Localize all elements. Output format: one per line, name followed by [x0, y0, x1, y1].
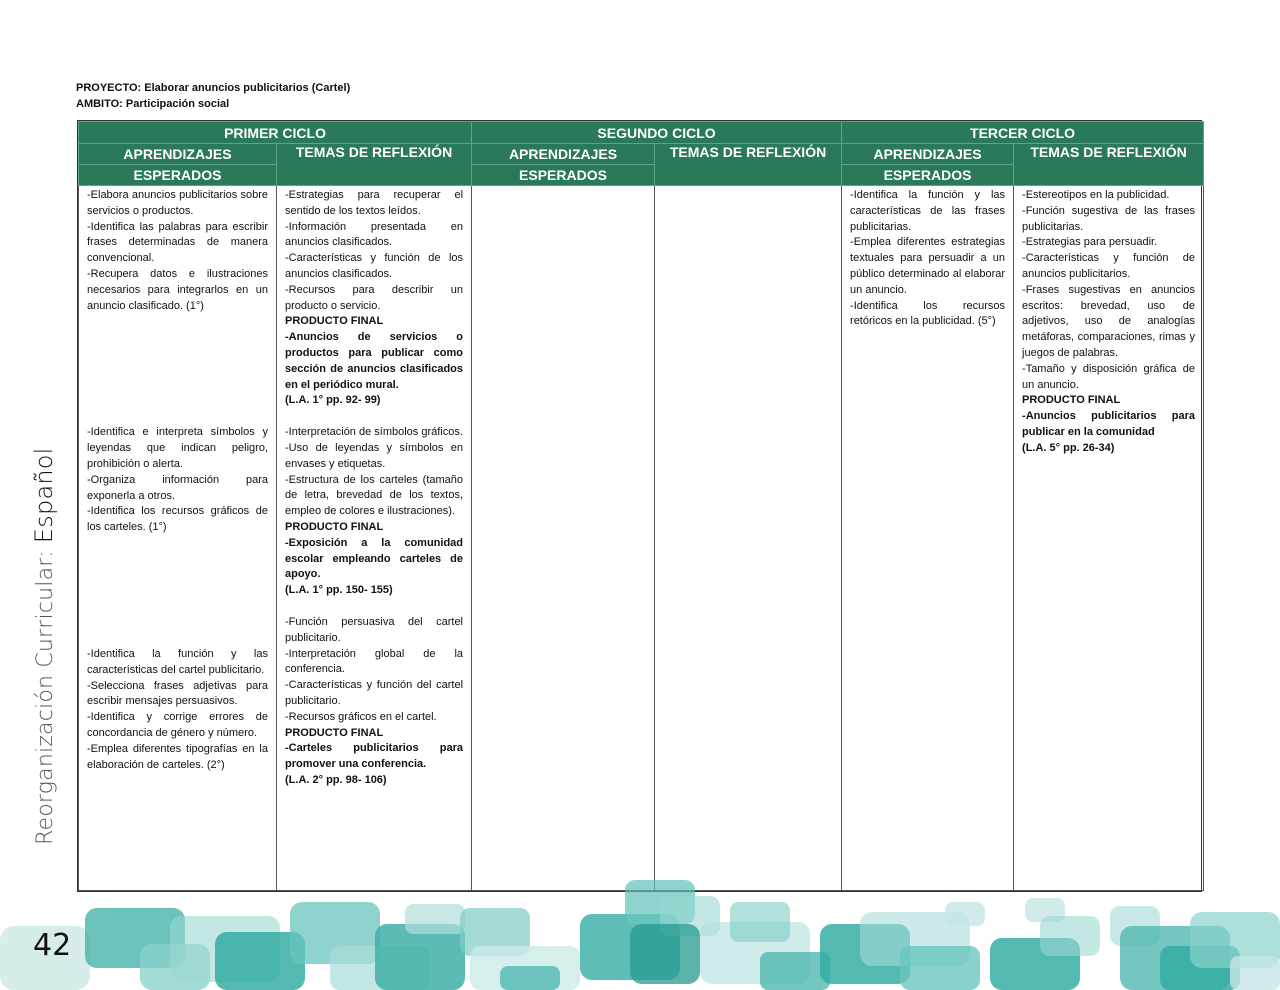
header-primer-ciclo: PRIMER CICLO [79, 122, 472, 144]
project-line: PROYECTO: Elaborar anuncios publicitarios (Cartel) [76, 82, 351, 94]
list-item: -Interpretación de símbolos gráficos. [285, 426, 463, 439]
list-item: -Recursos gráficos en el cartel. [285, 710, 437, 723]
list-item: -Emplea diferentes tipografías en la elaboración de carteles. (2°) [87, 742, 268, 771]
header-temas-2: TEMAS DE REFLEXIÓN [655, 144, 842, 186]
header-tercer-ciclo: TERCER CICLO [842, 122, 1204, 144]
producto-final-label: PRODUCTO FINAL [285, 520, 384, 533]
aprendizajes-group-2 [87, 425, 268, 536]
segundo-temas-cell [655, 186, 842, 891]
header-aprendizajes-1: APRENDIZAJES [79, 144, 277, 165]
header-aprendizajes-2: APRENDIZAJES [472, 144, 655, 165]
list-item: -Características y función de los anuncios clasificados. [285, 252, 464, 280]
header-esperados-1: ESPERADOS [79, 165, 277, 186]
producto-final-text: -Anuncios de servicios o productos para publicar como sección de anuncios clasificados en el periódico mural. [285, 331, 464, 391]
header-esperados-3: ESPERADOS [842, 165, 1014, 186]
primer-temas-cell [277, 186, 472, 891]
header-esperados-2: ESPERADOS [472, 165, 655, 186]
list-item: -Identifica los recursos retóricos en la publicidad. (5°) [850, 299, 1006, 328]
producto-final-label: PRODUCTO FINAL [285, 315, 384, 328]
libro-reference: (L.A. 5° pp. 26-34) [1022, 441, 1115, 454]
list-item: -Estereotipos en la publicidad. [1022, 189, 1170, 201]
temas-group-1 [285, 188, 463, 409]
aprendizajes-group-1 [87, 188, 268, 314]
list-item: -Interpretación global de la conferencia. [285, 647, 464, 676]
list-item: -Elabora anuncios publicitarios sobre servicios o productos. [87, 189, 268, 217]
header-aprendizajes-3: APRENDIZAJES [842, 144, 1014, 165]
list-item: -Tamaño y disposición gráfica de un anuncio. [1022, 362, 1196, 391]
page-number: 42 [33, 928, 72, 963]
libro-reference: (L.A. 1° pp. 92- 99) [285, 394, 381, 407]
list-item: -Características y función de anuncios publicitarios. [1022, 252, 1196, 280]
segundo-aprendizajes-cell [472, 186, 655, 891]
producto-final-text: -Carteles publicitarios para promover una conferencia. [285, 742, 464, 771]
list-item: -Función sugestiva de las frases publicitarias. [1022, 204, 1196, 233]
list-item: -Información presentada en anuncios clasificados. [285, 220, 464, 249]
side-title [28, 447, 59, 845]
list-item: -Emplea diferentes estrategias textuales para persuadir a un público determinado al elaborar un anuncio. [850, 236, 1006, 296]
header-segundo-ciclo: SEGUNDO CICLO [472, 122, 842, 144]
primer-aprendizajes-cell [79, 186, 277, 891]
side-title-strong: Español [30, 447, 58, 544]
header-temas-3: TEMAS DE REFLEXIÓN [1014, 144, 1204, 186]
side-title-light: Reorganización Curricular: [33, 543, 58, 845]
list-item: -Identifica la función y las características del cartel publicitario. [87, 647, 268, 676]
producto-final-text: -Exposición a la comunidad escolar empleando carteles de apoyo. [285, 536, 464, 581]
list-item: -Estrategias para recuperar el sentido de los textos leídos. [285, 189, 464, 217]
list-item: -Estrategias para persuadir. [1022, 236, 1158, 249]
aprendizajes-group-3 [87, 647, 268, 773]
producto-final-label: PRODUCTO FINAL [285, 726, 384, 739]
list-item: -Selecciona frases adjetivas para escribir mensajes persuasivos. [87, 679, 268, 708]
temas-group-2 [285, 425, 463, 599]
list-item: -Características y función del cartel publicitario. [285, 679, 464, 707]
list-item: -Identifica las palabras para escribir frases determinadas de manera convencional. [87, 220, 268, 265]
list-item: -Identifica e interpreta símbolos y leyendas que indican peligro, prohibición o alerta. [87, 426, 268, 470]
tercer-temas-cell [1014, 186, 1204, 891]
list-item: -Identifica y corrige errores de concordancia de género y número. [87, 711, 268, 739]
list-item: -Organiza información para exponerla a otros. [87, 473, 268, 502]
list-item: -Identifica la función y las características de las frases publicitarias. [850, 189, 1006, 233]
list-item: -Estructura de los carteles (tamaño de letra, brevedad de los textos, empleo de colores e ilustraciones). [285, 473, 464, 518]
libro-reference: (L.A. 1° pp. 150- 155) [285, 584, 393, 597]
list-item: -Frases sugestivas en anuncios escritos: brevedad, uso de adjetivos, uso de analogías metáforas, comparaciones, rimas y juegos de palabras. [1022, 283, 1196, 359]
project-header [76, 80, 350, 112]
tercer-aprendizajes-cell [842, 186, 1014, 891]
list-item: -Recursos para describir un producto o servicio. [285, 283, 464, 312]
decorative-squares-footer [0, 876, 1280, 990]
producto-final-text: -Anuncios publicitarios para publicar en la comunidad [1022, 410, 1196, 438]
list-item: -Identifica los recursos gráficos de los carteles. (1°) [87, 505, 268, 534]
list-item: -Uso de leyendas y símbolos en envases y etiquetas. [285, 441, 464, 470]
curriculum-table [77, 120, 1202, 892]
ambito-line: AMBITO: Participación social [76, 98, 230, 110]
header-temas-1: TEMAS DE REFLEXIÓN [277, 144, 472, 186]
libro-reference: (L.A. 2° pp. 98- 106) [285, 773, 387, 786]
producto-final-label: PRODUCTO FINAL [1022, 394, 1121, 407]
list-item: -Función persuasiva del cartel publicitario. [285, 615, 464, 644]
list-item: -Recupera datos e ilustraciones necesarios para integrarlos en un anuncio clasificado. (1°) [87, 267, 268, 312]
temas-group-3 [285, 615, 463, 789]
